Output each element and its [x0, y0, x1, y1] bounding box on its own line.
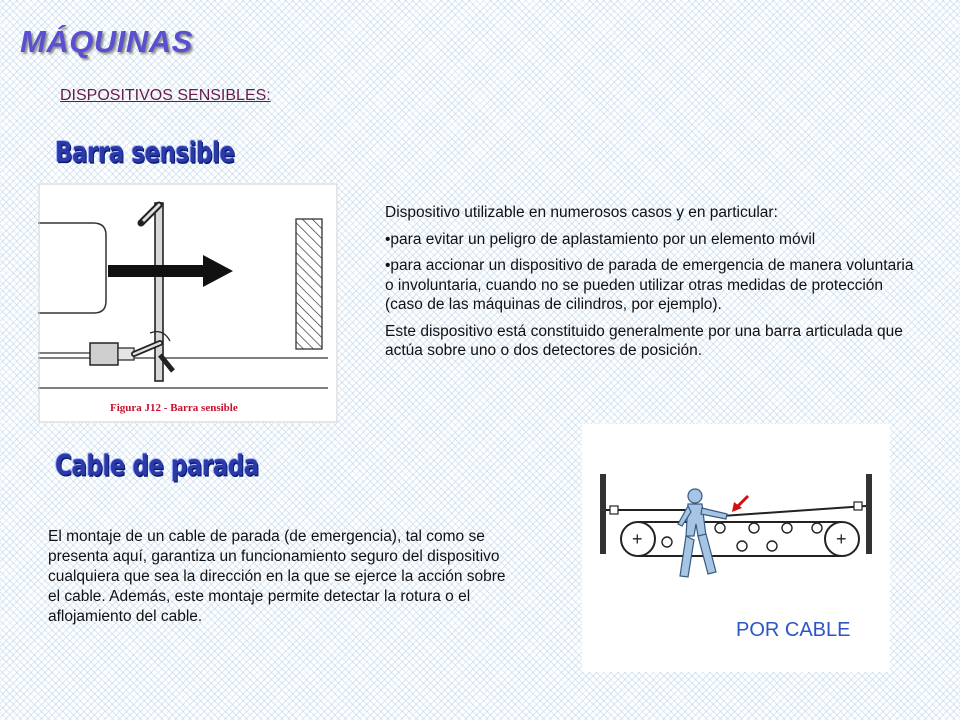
cable-de-parada-description — [48, 527, 518, 634]
barra-intro-text: Dispositivo utilizable en numerosos casos y en particular: — [385, 204, 778, 221]
cable-de-parada-drawing — [582, 424, 890, 672]
cable-de-parada-heading: Cable de parada — [55, 450, 259, 483]
section-subtitle: DISPOSITIVOS SENSIBLES: — [60, 87, 271, 104]
svg-text:+: + — [632, 529, 643, 549]
cable-body-text: El montaje de un cable de parada (de emergencia), tal como se presenta aquí, garantiza un funcionamiento seguro del dispositivo cualquiera que sea la dirección en la que se ejerce la acción sobre el cable. Además, este montaje permite detectar la rotura o el aflojamiento del cable. — [48, 528, 506, 625]
figure-caption: Figura J12 - Barra sensible — [110, 402, 238, 414]
cable-de-parada-figure — [582, 424, 890, 672]
page-title: MÁQUINAS — [20, 24, 193, 59]
barra-sensible-figure — [38, 183, 338, 423]
barra-bullet-2: •para accionar un dispositivo de parada de emergencia de manera voluntaria o involuntaria, cuando no se pueden utilizar otras medidas de protección (caso de las máquinas de cilindros, por ejemplo). — [385, 257, 914, 313]
barra-closing-text: Este dispositivo está constituido generalmente por una barra articulada que actúa sobre uno o dos detectores de posición. — [385, 322, 903, 359]
barra-bullet-1: •para evitar un peligro de aplastamiento por un elemento móvil — [385, 230, 816, 248]
figure-label: POR CABLE — [736, 619, 851, 641]
barra-sensible-heading: Barra sensible — [55, 137, 235, 170]
svg-text:+: + — [836, 529, 847, 549]
barra-sensible-description — [385, 203, 915, 368]
barra-sensible-drawing — [38, 183, 338, 423]
